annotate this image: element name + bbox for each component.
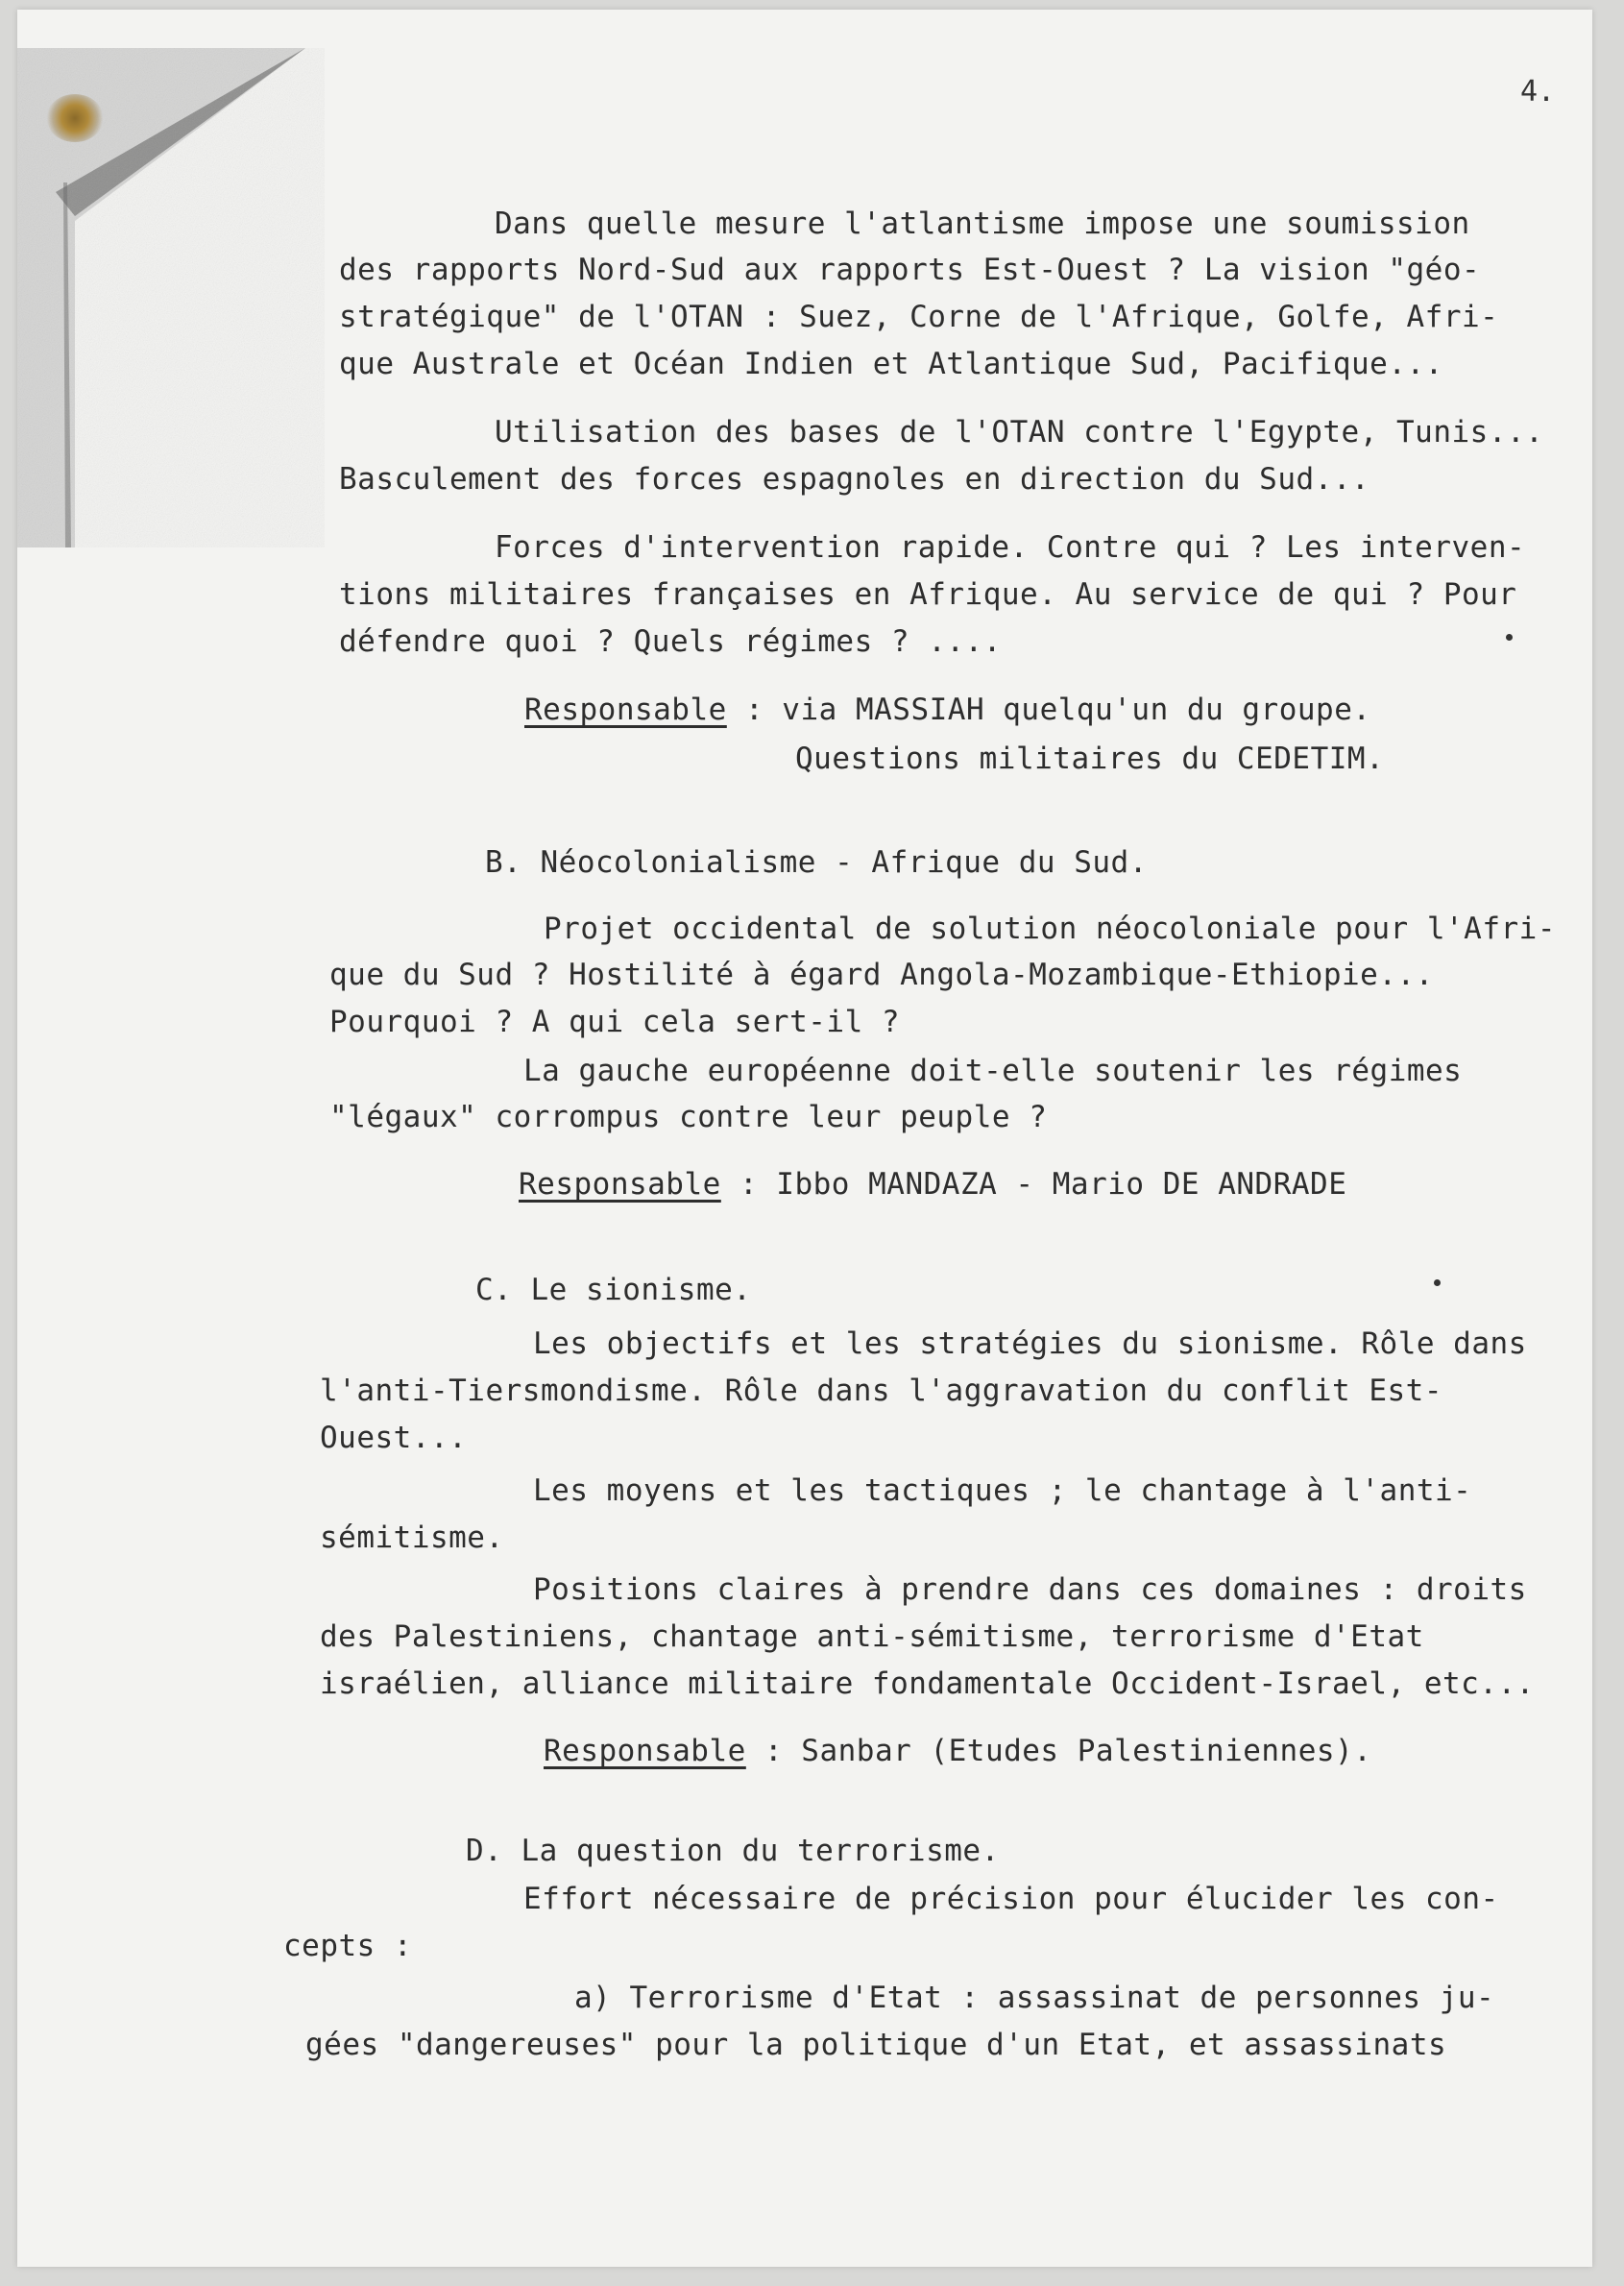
responsable-label: Responsable — [519, 1167, 721, 1202]
text-line: stratégique" de l'OTAN : Suez, Corne de l'Afrique, Golfe, Afri- — [339, 300, 1499, 334]
responsable-text: : Ibbo MANDAZA - Mario DE ANDRADE — [720, 1167, 1347, 1202]
text-line: israélien, alliance militaire fondamentale Occident-Israel, etc... — [320, 1666, 1535, 1701]
staple-mark — [46, 94, 104, 142]
responsable-label: Responsable — [544, 1734, 746, 1768]
text-line: des Palestiniens, chantage anti-sémitisme, terrorisme d'Etat — [320, 1619, 1424, 1654]
text-line: sémitisme. — [320, 1520, 504, 1555]
text-line: Dans quelle mesure l'atlantisme impose une soumission — [495, 207, 1470, 241]
text-line: que du Sud ? Hostilité à égard Angola-Mozambique-Ethiopie... — [329, 958, 1434, 992]
text-line: Positions claires à prendre dans ces domaines : droits — [533, 1572, 1527, 1607]
responsable-line — [524, 695, 1371, 725]
text-line: défendre quoi ? Quels régimes ? .... — [339, 624, 1002, 659]
text-line: Les moyens et les tactiques ; le chantage à l'anti- — [533, 1473, 1472, 1508]
ink-speck — [1434, 1279, 1441, 1286]
text-line: l'anti-Tiersmondisme. Rôle dans l'aggravation du conflit Est- — [320, 1374, 1442, 1408]
responsable-line — [544, 1734, 1372, 1768]
responsable-text: : Sanbar (Etudes Palestiniennes). — [745, 1734, 1372, 1768]
text-line: gées "dangereuses" pour la politique d'un Etat, et assassinats — [305, 2028, 1447, 2062]
text-line: Les objectifs et les stratégies du sionisme. Rôle dans — [533, 1326, 1527, 1361]
text-line: Ouest... — [320, 1421, 468, 1455]
page-number: 4. — [1520, 75, 1556, 109]
text-line: La gauche européenne doit-elle soutenir les régimes — [523, 1054, 1463, 1088]
section-heading-d: D. La question du terrorisme. — [466, 1834, 1000, 1868]
section-heading-b: B. Néocolonialisme - Afrique du Sud. — [485, 845, 1148, 880]
document-page — [17, 10, 1592, 2267]
text-line: Projet occidental de solution néocoloniale pour l'Afri- — [544, 912, 1556, 946]
text-line: "légaux" corrompus contre leur peuple ? — [329, 1100, 1048, 1134]
text-line: Basculement des forces espagnoles en direction du Sud... — [339, 462, 1370, 497]
text-line: tions militaires françaises en Afrique. Au service de qui ? Pour — [339, 577, 1517, 612]
text-line: Utilisation des bases de l'OTAN contre l'Egypte, Tunis... — [495, 415, 1544, 450]
responsable-line — [519, 1167, 1347, 1202]
text-line: cepts : — [283, 1929, 413, 1963]
text-line: Forces d'intervention rapide. Contre qui ? Les interven- — [495, 530, 1526, 565]
text-line: des rapports Nord-Sud aux rapports Est-Ouest ? La vision "géo- — [339, 253, 1481, 287]
text-line: a) Terrorisme d'Etat : assassinat de personnes ju- — [574, 1981, 1495, 2015]
responsable-line-2: Questions militaires du CEDETIM. — [795, 742, 1385, 776]
responsable-text: : via MASSIAH quelqu'un du groupe. — [726, 693, 1371, 727]
responsable-label: Responsable — [524, 693, 727, 727]
text-line: que Australe et Océan Indien et Atlantique Sud, Pacifique... — [339, 347, 1443, 381]
text-line: Effort nécessaire de précision pour élucider les con- — [523, 1882, 1499, 1916]
section-heading-c: C. Le sionisme. — [475, 1273, 752, 1307]
text-line: Pourquoi ? A qui cela sert-il ? — [329, 1005, 901, 1039]
ink-speck — [1506, 634, 1513, 641]
